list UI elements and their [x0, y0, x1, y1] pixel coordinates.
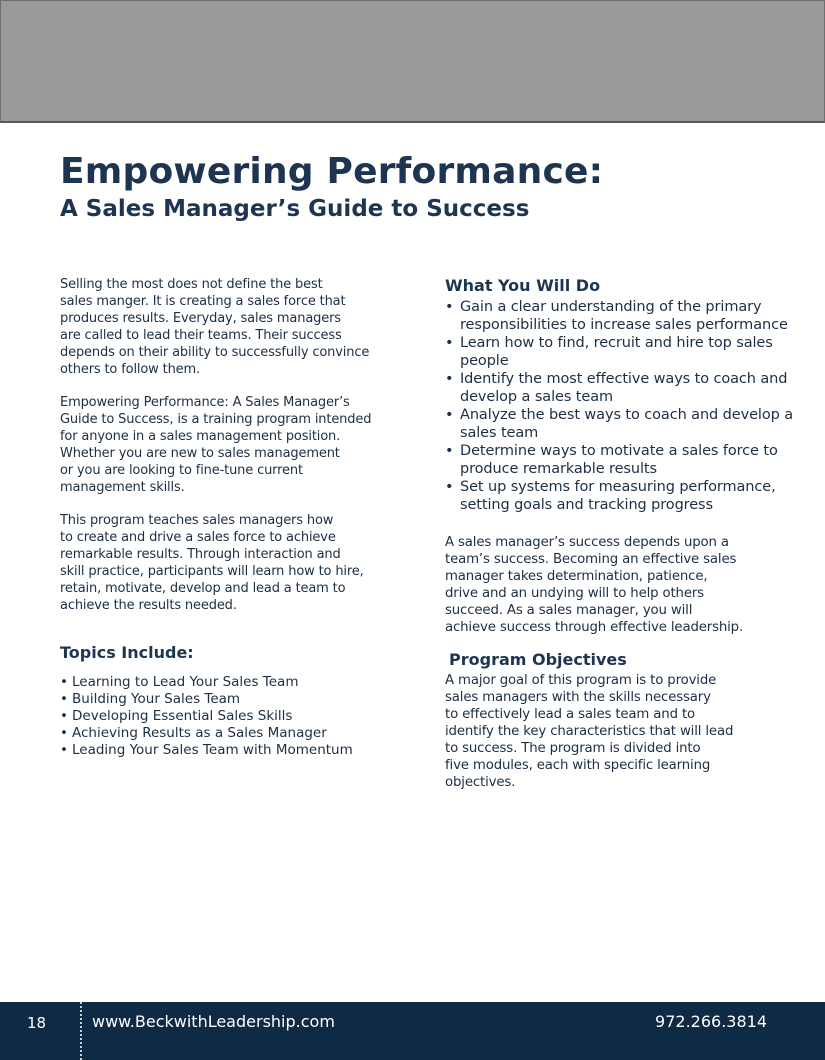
- intro-paragraph: Selling the most does not define the best sales manger. It is creating a sales force that produces results. Everyday, sales managers are called to lead their teams. Their success depends on their ability to successfully convince others to follow them.: [60, 277, 370, 377]
- title-block: [60, 150, 780, 224]
- right-column: [445, 276, 800, 805]
- phone-number: 972.266.3814: [655, 1012, 767, 1031]
- topics-list: [60, 674, 410, 759]
- topic-item: • Achieving Results as a Sales Manager: [60, 725, 410, 742]
- success-paragraph: A sales manager’s success depends upon a team’s success. Becoming an effective sales manager takes determination, patience, drive and an undying will to help others succeed. As a sales manager, you will achieve success through effective leadership.: [445, 535, 744, 635]
- page-number: 18: [27, 1014, 47, 1032]
- page-title: Empowering Performance:: [60, 151, 604, 192]
- do-item: • Determine ways to motivate a sales force to produce remarkable results: [445, 442, 800, 478]
- topic-item: • Learning to Lead Your Sales Team: [60, 674, 410, 691]
- do-item: • Set up systems for measuring performance, setting goals and tracking progress: [445, 478, 800, 514]
- program-objectives-heading: Program Objectives: [449, 650, 627, 669]
- topics-heading: Topics Include:: [60, 643, 194, 662]
- left-column: [60, 276, 410, 759]
- footer-bar: [0, 1002, 825, 1060]
- website-link[interactable]: www.BeckwithLeadership.com: [92, 1012, 335, 1031]
- do-item: • Gain a clear understanding of the primary responsibilities to increase sales performance: [445, 298, 800, 334]
- do-item: • Identify the most effective ways to coach and develop a sales team: [445, 370, 800, 406]
- do-item: • Learn how to find, recruit and hire top sales people: [445, 334, 800, 370]
- footer-divider: [80, 1002, 82, 1060]
- page-subtitle: A Sales Manager’s Guide to Success: [60, 196, 530, 222]
- teaches-paragraph: This program teaches sales managers how to create and drive a sales force to achieve remarkable results. Through interaction and skill practice, participants will learn how to hire, retain, motivate, develop and lead a team to achieve the results needed.: [60, 513, 364, 613]
- what-you-will-do-heading: What You Will Do: [445, 276, 601, 295]
- topic-item: • Building Your Sales Team: [60, 691, 410, 708]
- topic-item: • Developing Essential Sales Skills: [60, 708, 410, 725]
- topic-item: • Leading Your Sales Team with Momentum: [60, 742, 410, 759]
- do-item: • Analyze the best ways to coach and develop a sales team: [445, 406, 800, 442]
- program-paragraph: Empowering Performance: A Sales Manager’s Guide to Success, is a training program intended for anyone in a sales management position. Whether you are new to sales management or you are looking to fine-tune current management skills.: [60, 395, 372, 495]
- header-band: [0, 0, 825, 123]
- objectives-paragraph: A major goal of this program is to provide sales managers with the skills necessary to effectively lead a sales team and to identify the key characteristics that will lead to success. The program is divided into five modules, each with specific learning objectives.: [445, 673, 734, 790]
- what-you-will-do-list: [445, 298, 800, 514]
